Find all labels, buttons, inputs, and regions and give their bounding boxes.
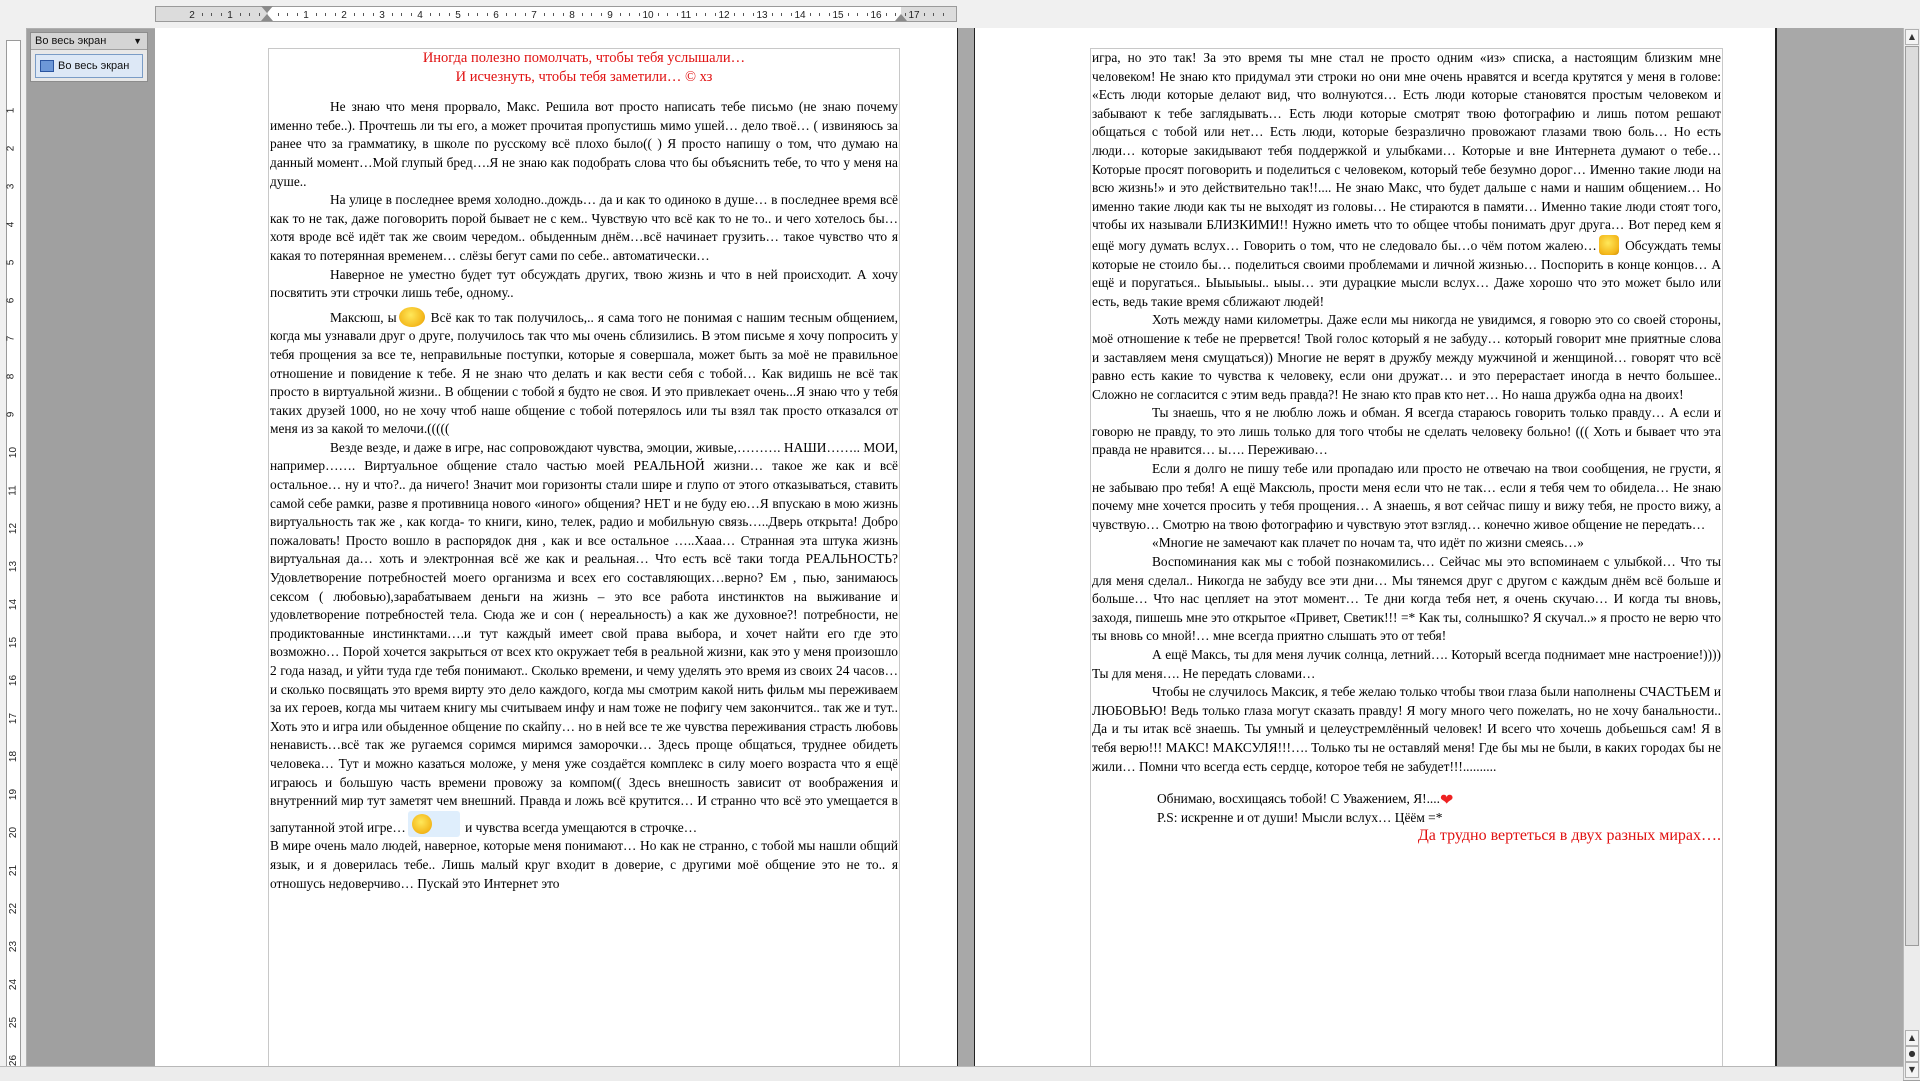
desk-background — [1775, 28, 1903, 1080]
ruler-number: 15 — [832, 10, 844, 21]
ruler-number: 4 — [417, 10, 423, 21]
ruler-tick — [487, 13, 488, 16]
ruler-tick — [325, 13, 326, 16]
ruler-number: 5 — [5, 259, 17, 266]
ruler-number: 14 — [8, 598, 20, 611]
ruler-tick — [743, 13, 744, 16]
ruler-tick — [886, 13, 887, 16]
ruler-tick — [249, 13, 250, 16]
ruler-number: 11 — [680, 10, 692, 21]
ruler-number: 18 — [8, 750, 20, 763]
scroll-up-icon[interactable]: ▲ — [1905, 29, 1919, 45]
ruler-tick — [667, 13, 668, 16]
ruler-tick — [924, 13, 925, 16]
paragraph: Наверное не уместно будет тут обсуждать других, твою жизнь и что в ней происходит. А хочу посвятить эти строчки лишь тебе, одному.. — [270, 266, 898, 301]
ruler-number: 6 — [5, 297, 17, 304]
ruler-tick — [221, 13, 222, 16]
epigraph-line-2: И исчезнуть, чтобы тебя заметили… © хз — [455, 68, 713, 85]
ruler-tick — [705, 13, 706, 16]
ruler-tick — [259, 13, 260, 16]
ruler-tick — [848, 13, 849, 16]
ruler-number: 1 — [227, 10, 233, 21]
final-line: Да трудно вертеться в двух разных мирах…. — [1417, 827, 1721, 845]
ruler-number: 17 — [908, 10, 920, 21]
ruler-tick — [506, 13, 507, 16]
ruler-tick — [639, 13, 640, 16]
ruler-tick — [373, 13, 374, 16]
ruler-number: 13 — [756, 10, 768, 21]
paragraph: Везде везде, и даже в игре, нас сопровождают чувства, эмоции, живые,………. НАШИ…….. МОИ, например……. Виртуальное общение стало частью моей РЕАЛЬНОЙ жизни… такое же как и всё остальное… ну и что?.. да ничего! Значит мои горизонты стали шире и глупо от этого отказываться, ставить самой себе рамки, разве я противница нового «иного» общения? НЕТ и не буду ею…Я впускаю в мою жизнь виртуальность так же , как когда- то книги, кино, телек, радио и мобильную связь…..Дверь открыта! Добро пожаловать! Просто вошло в распорядок дня , как и все остальное …..Хааа… Странная эта штука жизнь виртуальная да… хоть и электронная всё же как и реальная… Что есть всё таки тогда РЕАЛЬНОСТЬ? Удовлетворение потребностей моего организма и всех его составляющих…верно? Ем , пью, занимаюсь сексом ( любовью),зарабатываем деньги на жизнь – это все работа инстинктов на выживание и удовлетворение потребностей тела. Сюда же и сон ( нереальность) а как же духовное?! потребности, не продиктованные инстинктами….и тут каждый имеет свой права выбора, и хочет найти его где это возможно… Порой хочется закрыться от всех кто окружает тебя в реальной жизни, как это у меня произошло 2 года назад, и уйти туда где тебя понимают.. Сколько времени, и чему уделять это время из своих 24 часов… и сколько посвящать это время вирту это дело каждого, когда мы смотрим какой нить фильм мы переживаем за их героев, когда мы читаем книгу мы считываем инфу и нам тоже не пофигу чем закончится.. так же и тут.. Хоть это и игра или обыденное общение по скайпу… но в ней все те же чувства переживания страсть любовь ненависть…всё так же ругаемся соримся миримся заморочки… Здесь проще общаться, труднее обидеть человека… Тут и можно казаться моложе, у меня уже создаётся комплекс в силу моего возраста что я ещё играюсь и большую часть времени провожу за компом(( Здесь внешность зависит от воображения и внутренний мир тут заметят чем внешний. Правда и ложь всё крутится… И странно что всё это умещается в запутанной этой игре… и чувства всегда умещаются в строчке… — [270, 439, 898, 835]
ruler-tick — [240, 13, 241, 16]
ruler-tick — [544, 13, 545, 16]
ruler-tick — [753, 13, 754, 16]
ruler-number: 1 — [303, 10, 309, 21]
ruler-number: 10 — [8, 446, 20, 459]
ruler-number: 10 — [642, 10, 654, 21]
page-1-text-area[interactable] — [268, 48, 900, 1080]
ruler-tick — [363, 13, 364, 16]
ruler-number: 7 — [531, 10, 537, 21]
ruler-number: 7 — [5, 335, 17, 342]
ruler-tick — [933, 13, 934, 16]
ruler-tick — [734, 13, 735, 16]
ruler-tick — [791, 13, 792, 16]
page-separator — [957, 28, 975, 1080]
ruler-track[interactable] — [155, 6, 957, 22]
ruler-tick — [696, 13, 697, 16]
emoticon-icon — [408, 811, 460, 837]
scroll-thumb[interactable] — [1905, 46, 1919, 946]
ruler-number: 6 — [493, 10, 499, 21]
ruler-tick — [411, 13, 412, 16]
ruler-number: 16 — [8, 674, 20, 687]
ruler-number: 2 — [189, 10, 195, 21]
ruler-number: 8 — [569, 10, 575, 21]
ruler-number: 23 — [8, 940, 20, 953]
paragraph: Воспоминания как мы с тобой познакомились… Сейчас мы это вспоминаем с улыбкой… Что ты для меня сделал.. Никогда не забуду все эти дни… Мы тянемся друг с другом с каждым днём всё больше и больше… Что нас цепляет на этот момент… Те дни когда тебя нет, я очень скучаю… И когда ты вновь, заходя, пишешь мне это открытое «Привет, Светик!!! =* Как ты, солнышко? Я скучал..» я просто не верю что ты вновь со мной!… мне всегда приятно слышать это от тебя! — [1092, 554, 1721, 644]
ruler-tick — [601, 13, 602, 16]
paragraph: А ещё Максь, ты для меня лучик солнца, летний…. Который всегда поднимает мне настроение!)))) Ты для меня…. Не передать словами… — [1092, 647, 1721, 681]
ruler-number: 9 — [607, 10, 613, 21]
vertical-scrollbar[interactable] — [1903, 28, 1920, 1080]
ruler-tick — [563, 13, 564, 16]
vertical-ruler[interactable] — [0, 28, 27, 1080]
ruler-tick — [515, 13, 516, 16]
ruler-tick — [449, 13, 450, 16]
ruler-number: 14 — [794, 10, 806, 21]
ruler-number: 1 — [5, 107, 17, 114]
page-2-text-area[interactable] — [1090, 48, 1723, 1080]
ruler-number: 25 — [8, 1016, 20, 1029]
ruler-number: 3 — [5, 183, 17, 190]
left-indent-marker[interactable] — [261, 14, 273, 21]
ruler-number: 12 — [8, 522, 20, 535]
ruler-tick — [430, 13, 431, 16]
ruler-tick — [468, 13, 469, 16]
right-indent-marker[interactable] — [895, 14, 907, 21]
ruler-tick — [401, 13, 402, 16]
horizontal-scrollbar[interactable] — [0, 1066, 1903, 1081]
ruler-tick — [297, 13, 298, 16]
fullscreen-button[interactable]: Во весь экран — [35, 54, 143, 78]
epigraph-line-1: Иногда полезно помолчать, чтобы тебя услышали… — [422, 50, 746, 66]
sad-smiley-icon — [1599, 235, 1619, 255]
ruler-tick — [477, 13, 478, 16]
ruler-number: 20 — [8, 826, 20, 839]
paragraph: Не знаю что меня прорвало, Макс. Решила вот просто написать тебе письмо (не знаю почему именно тебе..). Прочтешь ли ты его, а может прочитая пропустишь мимо ушей… дело твоё… ( извиняюсь за ранее что за грамматику, в школе по русскому всё плохо было(( ) Я просто напишу о том, что думаю на данный момент…Мой глупый бред….Я не знаю как подобрать слова что бы объяснить тебе, то что у меня на душе.. — [270, 99, 898, 189]
paragraph: Максюш, ы Всё как то так получилось,.. я сама того не понимая с нашим тесным общением, когда мы узнавали друг о друге, получилось так что мы очень сблизились. В этом письме я хочу попросить у тебя прощения за все те, неправильные поступки, которые я совершала, может быть за моё не правильное отношение и повидение к тебе. Я не знаю что делать и как вести себя с тобой… Как видишь не всё так просто в виртуальной жизни.. В общении с тобой я будто не своя. И это привлекает очень...Я знаю что у тебя таких друзей 1000, но не хочу чтоб наше общение с тобой потерялось или ты взял так просто отказался от меня из за какой то мелочи.((((( — [270, 307, 898, 439]
heart-icon: ❤ — [1439, 792, 1454, 810]
quote: «Многие не замечают как плачет по ночам та, что идёт по жизни смеясь…» — [1152, 535, 1584, 551]
ruler-number: 12 — [718, 10, 730, 21]
toolbar-dropdown-icon[interactable]: ▼ — [133, 36, 142, 46]
ruler-tick — [829, 13, 830, 16]
page-1 — [155, 28, 957, 1080]
ruler-number: 2 — [5, 145, 17, 152]
ruler-tick — [857, 13, 858, 16]
first-line-indent-marker[interactable] — [261, 6, 273, 13]
closing-line: Обнимаю, восхищаясь тобой! С Уважением, Я!....❤ — [1157, 791, 1454, 810]
paragraph: игра, но это так! За это время ты мне стал не просто одним «из» списка, а настоящим близким мне человеком! Не знаю кто придумал эти строки но они мне очень нравятся и всегда крутятся у меня в голове: «Есть люди которые делают вид, что волнуются… Есть люди которые становятся простым человеком и забывают к тебе заглядывать… Есть люди которые смотрят твою фотографию и лишь потом решают общаться с тобой или нет… Есть люди, которые безразлично провожают глазами твою боль… Но есть люди… которые закидывают тебя поддержкой и улыбками… Которые и вне Интернета думают о тебе… Которые просят поговорить и поделиться с человеком, который тебе безумно дорог… Именно такие люди на всю жизнь!» и это действительно так!!.... Не знаю Макс, что будет дальше с нами и нашим общением… Но именно такие люди как ты не выходят из головы… Не стираются в памяти… Именно такие люди стоят того, чтобы их называли БЛИЗКИМИ!! Нужно иметь что то общее чтобы понимать друг друга… Вот перед кем я ещё могу думать вслух… Говорить о том, что не следовало бы…о чём потом жалею… Обсуждать темы которые не стоило бы… поделиться своими проблемами и личной жизнью… Поспорить в конце концов… А ещё и поругаться.. Ыыыыыы.. ыыы… эти дурацкие мысли вслух… Даже хорошо что это может было или есть, ведь такие время сближают людей! — [1092, 50, 1721, 309]
paragraph: Если я долго не пишу тебе или пропадаю или просто не отвечаю на твои сообщения, не грусти, я не забываю про тебя! А ещё Максюль, прости меня если что не так… если я тебя чем то обидела… Не знаю почему мне хочется просить у тебя прощения… А знаешь, я вот сейчас пишу и вижу тебя, не просто вижу, а чувствую… Смотрю на твою фотографию и чувствую этот взгляд… конечно живое общение не передать… — [1092, 461, 1721, 532]
ruler-tick — [335, 13, 336, 16]
page-2 — [975, 28, 1775, 1080]
ruler-number: 26 — [8, 1054, 20, 1067]
ruler-tick — [772, 13, 773, 16]
next-page-icon[interactable]: ▼ — [1905, 1062, 1919, 1078]
ruler-tick — [629, 13, 630, 16]
ruler-tick — [553, 13, 554, 16]
fullscreen-toolbar[interactable] — [30, 32, 148, 82]
select-browse-icon[interactable]: ● — [1905, 1046, 1919, 1062]
ruler-tick — [819, 13, 820, 16]
ruler-number: 5 — [455, 10, 461, 21]
paragraph: Чтобы не случилось Максик, я тебе желаю только чтобы твои глаза были наполнены СЧАСТЬЕМ и ЛЮБОВЬЮ! Ведь только глаза могут сказать правду! Я могу много чего пожелать, но не хочу банальности.. Да и ты итак всё знаешь. Ты умный и целеустремлённый человек! И всего что хочешь добьешься сам! Я в тебя верю!!! МАКС! МАКСУЛЯ!!!…. Только ты не оставляй меня! Где бы мы не были, в каких городах бы не жили… Помни что всегда есть сердце, которое тебя не забудет!!!.......... — [1092, 684, 1721, 774]
ruler-tick — [211, 13, 212, 16]
ruler-number: 8 — [5, 373, 17, 380]
ruler-tick — [781, 13, 782, 16]
ruler-margin-left — [156, 7, 268, 21]
ruler-tick — [943, 13, 944, 16]
ruler-tick — [620, 13, 621, 16]
vruler-track[interactable] — [6, 40, 21, 1080]
ruler-tick — [392, 13, 393, 16]
paragraph: Хоть между нами километры. Даже если мы никогда не увидимся, я говорю это со своей стороны, моё отношение к тебе не прервется! Твой голос который я не забуду… который говорит мне приятные слова и заставляем меня смущаться)) Многие не верят в дружбу между мужчиной и женщиной… говорят что всё равно есть какие то чувства к человеку, если они дружат… и это перерастает иногда в нечто большее.. Сложно не согласится с этим ведь правда?! Не знаю кто прав кто нет… Но наша дружба одна на двоих! — [1092, 312, 1721, 402]
ruler-tick — [867, 13, 868, 16]
paragraph: На улице в последнее время холодно..дождь… да и как то одиноко в душе… в последнее время всё как то не так, даже поговорить порой бывает не с кем.. Чувствую что всё как то не то.. и чего хотелось бы…хотя вроде всё идёт так же своим чередом.. обыденным днём…всё начинает грузить… такое чувство что я какая то потерянная временем… слёзы бегут сами по себе.. автоматически… — [270, 192, 898, 263]
ruler-tick — [316, 13, 317, 16]
ruler-tick — [278, 13, 279, 16]
ruler-number: 4 — [5, 221, 17, 228]
ruler-number: 3 — [379, 10, 385, 21]
ruler-tick — [354, 13, 355, 16]
ruler-tick — [202, 13, 203, 16]
ruler-number: 13 — [8, 560, 20, 573]
horizontal-ruler[interactable] — [0, 0, 1920, 29]
postscript: P.S: искренне и от души! Мысли вслух… Цёём =* — [1157, 809, 1443, 825]
ruler-number: 17 — [8, 712, 20, 725]
ruler-tick — [810, 13, 811, 16]
ruler-tick — [582, 13, 583, 16]
smiley-icon — [399, 307, 425, 327]
paragraph: В мире очень мало людей, наверное, которые меня понимают… Но как не странно, с тобой мы нашли общий язык, и я доверилась тебе.. Лишь малый круг входит в доверие, с другими моё общение это не то.. я отношусь недоверчиво… Пускай это Интернет это — [270, 838, 898, 891]
ruler-tick — [658, 13, 659, 16]
ruler-number: 15 — [8, 636, 20, 649]
ruler-number: 24 — [8, 978, 20, 991]
fullscreen-icon — [40, 60, 54, 72]
ruler-number: 21 — [8, 864, 20, 877]
ruler-number: 22 — [8, 902, 20, 915]
toolbar-title[interactable]: Во весь экран ▼ — [31, 33, 147, 50]
ruler-tick — [715, 13, 716, 16]
ruler-number: 16 — [870, 10, 882, 21]
ruler-tick — [439, 13, 440, 16]
ruler-tick — [677, 13, 678, 16]
ruler-number: 9 — [5, 411, 17, 418]
ruler-number: 2 — [341, 10, 347, 21]
ruler-number: 11 — [7, 485, 19, 496]
ruler-tick — [287, 13, 288, 16]
ruler-number: 19 — [8, 788, 20, 801]
ruler-tick — [591, 13, 592, 16]
ruler-tick — [525, 13, 526, 16]
paragraph: Ты знаешь, что я не люблю ложь и обман. Я всегда стараюсь говорить только правду… А если и говорю не правду, то это лишь только для того чтобы не сделать человеку больно! ((( Хоть и бывает что эта правда не нравится… ы…. Переживаю… — [1092, 405, 1721, 458]
prev-page-icon[interactable]: ▲ — [1905, 1030, 1919, 1046]
